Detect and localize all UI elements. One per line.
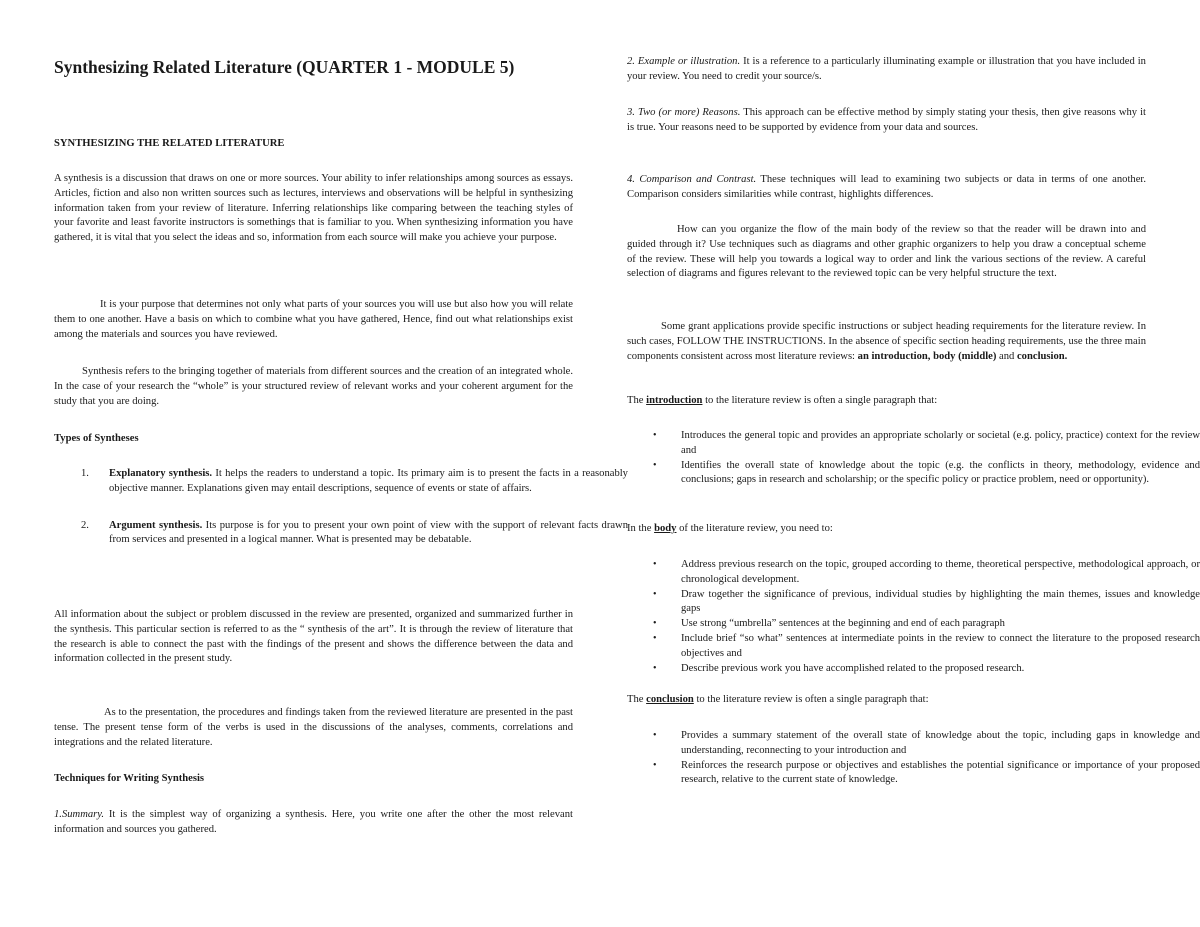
list-item-text: Identifies the overall state of knowledge about the topic (e.g. the conflicts in theory, methodology, evidence and conclusions; gaps in research and scholarship; or the specific policy or practice problem, need or opportunity).: [681, 459, 1200, 486]
presentation-paragraph: As to the presentation, the procedures and findings taken from the reviewed literature are presented in the past tense. The present tense form of the verbs is used in the discussions of the analyses, comments, correlations and integrations and the related literature.: [54, 707, 573, 748]
introduction-word: introduction: [646, 395, 703, 406]
synthesis-definition-paragraph: Synthesis refers to the bringing together of materials from different sources and the creation of an integrated whole. In the case of your research the “whole” is your structured review of relevant works and your coherent argument for the study that you are doing.: [54, 366, 573, 407]
grant-bold-2: conclusion.: [1016, 350, 1068, 362]
grant-applications-paragraph: [627, 320, 1146, 364]
lead-post: of the literature review, you need to:: [676, 523, 833, 534]
bullet-icon: •: [653, 632, 657, 644]
introduction-list: [627, 429, 1200, 488]
type-text: It helps the readers to understand a topic. Its primary aim is to present the facts in a reasonably objective manner. Explanations given may entail descriptions, sequence of events or state of affairs.: [109, 468, 628, 494]
bullet-icon: •: [653, 459, 657, 471]
grant-mid: and: [996, 350, 1017, 362]
list-item-text: Introduces the general topic and provides an appropriate scholarly or societal (e.g. policy, practice) context for the review and: [681, 430, 1200, 456]
list-item: [653, 662, 1200, 677]
list-item: [653, 459, 1200, 489]
list-item: [653, 588, 1200, 618]
technique-text: These techniques will lead to examining two subjects or data in terms of one another. Comparison considers similarities while contrast, highlights differences.: [627, 174, 1146, 200]
type-label: Argument synthesis.: [109, 519, 203, 531]
technique-comparison: [627, 173, 1146, 203]
list-item: [81, 519, 629, 549]
technique-label: 4. Comparison and Contrast.: [627, 174, 757, 185]
types-heading: Types of Syntheses: [54, 433, 139, 444]
conclusion-word: conclusion: [646, 694, 694, 705]
organize-flow-paragraph: How can you organize the flow of the main body of the review so that the reader will be drawn into and guided through it? Use techniques such as diagrams and other graphic organizers to help you draw a conceptual scheme of the review. These will help you towards a logical way to order and link the various sections of the review. A careful selection of diagrams and figures relevant to the reviewed topic can be very helpful structure the text.: [627, 224, 1146, 280]
lead-pre: The: [627, 395, 647, 406]
bullet-icon: •: [653, 662, 657, 674]
technique-label: 1.Summary.: [54, 809, 105, 820]
grant-text: Some grant applications provide specific instructions or subject heading requirements for the literature review. In such cases, FOLLOW THE INSTRUCTIONS. In the absence of specific section heading requirements, use the three main components consistent across most literature reviews:: [627, 321, 1146, 362]
bullet-icon: •: [653, 730, 657, 741]
section-heading: SYNTHESIZING THE RELATED LITERATURE: [54, 138, 285, 149]
intro-paragraph: A synthesis is a discussion that draws on one or more sources. Your ability to infer relationships among sources as essays. Articles, fiction and also non written sources such as lectures, interviews and observations will be helpful in synthesizing information taken from your review of literature. Inferring relationships like comparing between the teaching styles of your favorite and least favorite instructors is somethings that is familiar to you. When synthesizing information you have gathered, it is vital that you select the ideas and so, information from each source will make you achieve your purpose.: [54, 173, 573, 244]
list-item: [81, 467, 628, 497]
list-item: [653, 729, 1200, 759]
bullet-icon: •: [653, 430, 657, 441]
type-text: Its purpose is for you to present your own point of view with the support of relevant facts drawn from services and presented in a logical manner. What is presented may be debatable.: [109, 519, 629, 546]
technique-text: It is a reference to a particularly illuminating example or illustration that you have included in your review. You need to credit your source/s.: [627, 56, 1146, 82]
technique-label: 3. Two (or more) Reasons.: [627, 107, 741, 118]
technique-reasons: [627, 106, 1146, 136]
synthesis-of-art-paragraph: All information about the subject or problem discussed in the review are presented, organized and summarized further in the synthesis. This particular section is referred to as the “ synthesis of the art”. It is through the review of literature that the research is able to connect the past with the findings of the present and shows the difference between the data and information collected in the present study.: [54, 609, 573, 665]
list-number: 2.: [81, 519, 89, 531]
synthesis-types-list: [54, 467, 628, 548]
lead-post: to the literature review is often a single paragraph that:: [702, 395, 938, 406]
list-item: [653, 759, 1200, 789]
body-lead: [627, 522, 1146, 537]
page-title: Synthesizing Related Literature (QUARTER 1 - MODULE 5): [54, 57, 515, 77]
list-item: [653, 558, 1200, 588]
grant-bold-1: an introduction, body (middle): [857, 350, 997, 362]
purpose-paragraph: It is your purpose that determines not only what parts of your sources you will use but also how you will relate them to one another. Have a basis on which to combine what you have gathered, Hence, find out what relationships exist among the materials and sources you have reviewed.: [54, 299, 573, 340]
lead-pre: In the: [627, 523, 655, 534]
type-label: Explanatory synthesis.: [109, 468, 213, 479]
bullet-icon: •: [653, 588, 657, 600]
technique-text: It is the simplest way of organizing a synthesis. Here, you write one after the other the most relevant information and sources you gathered.: [54, 809, 573, 835]
bullet-icon: •: [653, 759, 657, 771]
list-item: [653, 632, 1200, 662]
technique-summary: [54, 808, 573, 838]
list-item: [653, 429, 1200, 459]
bullet-icon: •: [653, 618, 657, 630]
list-item-text: Reinforces the research purpose or objectives and establishes the potential significance or importance of your proposed research, relative to the current state of knowledge.: [681, 759, 1200, 786]
lead-post: to the literature review is often a single paragraph that:: [693, 694, 929, 705]
technique-label: 2. Example or illustration.: [627, 56, 741, 67]
list-item-text: Include brief “so what” sentences at intermediate points in the review to connect the literature to the proposed research objectives and: [681, 632, 1200, 659]
lead-pre: The: [627, 694, 647, 705]
body-list: [627, 558, 1200, 676]
introduction-lead: [627, 394, 1146, 409]
technique-text: This approach can be effective method by simply stating your thesis, then give reasons why it is true. Your reasons need to be supported by evidence from your data and sources.: [627, 107, 1146, 133]
body-word: body: [654, 523, 677, 534]
conclusion-list: [627, 729, 1200, 788]
list-item-text: Draw together the significance of previous, individual studies by highlighting the main themes, issues and knowledge gaps: [681, 588, 1200, 615]
techniques-heading: Techniques for Writing Synthesis: [54, 773, 205, 784]
technique-example: [627, 55, 1146, 85]
list-item-text: Provides a summary statement of the overall state of knowledge about the topic, including gaps in knowledge and understanding, reconnecting to your introduction and: [681, 730, 1200, 756]
list-item: [653, 617, 1200, 632]
bullet-icon: •: [653, 559, 657, 570]
list-number: 1.: [81, 468, 89, 479]
list-item-text: Describe previous work you have accomplished related to the proposed research.: [681, 662, 1025, 674]
conclusion-lead: [627, 693, 1146, 708]
list-item-text: Address previous research on the topic, grouped according to theme, theoretical perspective, methodological approach, or chronological development.: [681, 559, 1200, 585]
list-item-text: Use strong “umbrella” sentences at the beginning and end of each paragraph: [681, 618, 1005, 630]
